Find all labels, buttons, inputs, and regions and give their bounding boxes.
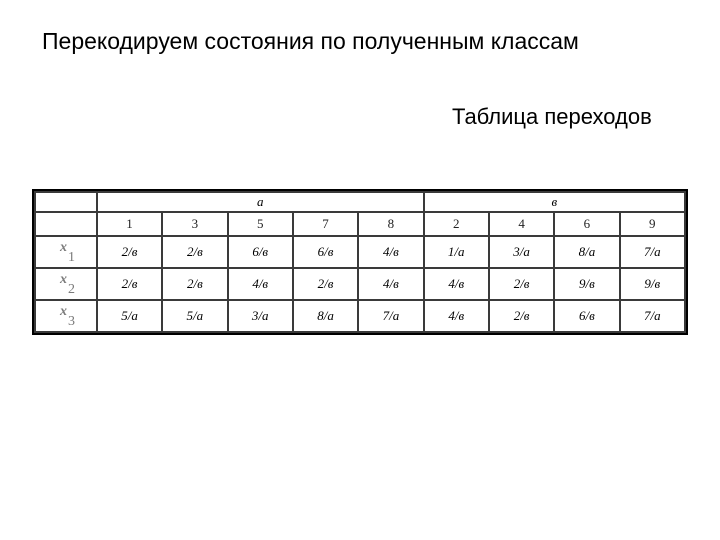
table-cell: 1/a <box>425 237 488 267</box>
group-header-a: a <box>98 193 423 211</box>
table-row <box>36 301 684 331</box>
table-cell: 2/в <box>294 269 357 299</box>
input-variable-label: $x_1$ <box>60 240 75 265</box>
transition-table-frame <box>32 189 688 335</box>
row-header <box>36 237 96 267</box>
state-header: 4 <box>490 213 553 235</box>
table-cell: 2/в <box>98 269 161 299</box>
table-cell: 4/в <box>425 301 488 331</box>
corner-cell <box>36 193 96 211</box>
table-cell: 8/a <box>294 301 357 331</box>
table-cell: 7/a <box>621 237 684 267</box>
table-cell: 5/a <box>98 301 161 331</box>
table-cell: 3/a <box>490 237 553 267</box>
table-cell: 4/в <box>359 269 422 299</box>
corner-cell <box>36 213 96 235</box>
state-header: 2 <box>425 213 488 235</box>
table-cell: 2/в <box>490 301 553 331</box>
state-header: 1 <box>98 213 161 235</box>
group-header-row <box>36 193 684 211</box>
row-header <box>36 269 96 299</box>
table-row <box>36 269 684 299</box>
state-header: 3 <box>163 213 226 235</box>
state-header: 6 <box>555 213 618 235</box>
table-row <box>36 237 684 267</box>
table-cell: 6/в <box>294 237 357 267</box>
table-cell: 9/в <box>621 269 684 299</box>
table-cell: 2/в <box>163 237 226 267</box>
table-cell: 8/a <box>555 237 618 267</box>
table-cell: 3/a <box>229 301 292 331</box>
input-variable-label: $x_2$ <box>60 272 75 297</box>
row-header <box>36 301 96 331</box>
table-cell: 4/в <box>229 269 292 299</box>
table-cell: 2/в <box>163 269 226 299</box>
table-cell: 4/в <box>425 269 488 299</box>
state-header: 5 <box>229 213 292 235</box>
table-cell: 9/в <box>555 269 618 299</box>
table-cell: 6/в <box>229 237 292 267</box>
table-cell: 4/в <box>359 237 422 267</box>
table-cell: 7/a <box>359 301 422 331</box>
table-cell: 7/a <box>621 301 684 331</box>
state-header: 8 <box>359 213 422 235</box>
input-variable-label: $x_3$ <box>60 304 75 329</box>
state-header: 9 <box>621 213 684 235</box>
table-cell: 2/в <box>490 269 553 299</box>
table-cell: 6/в <box>555 301 618 331</box>
state-header-row <box>36 213 684 235</box>
group-header-v: в <box>425 193 684 211</box>
table-cell: 2/в <box>98 237 161 267</box>
transition-table <box>34 191 686 333</box>
table-caption: Таблица переходов <box>452 104 652 129</box>
table-cell: 5/a <box>163 301 226 331</box>
slide-title: Перекодируем состояния по полученным классам <box>42 28 579 54</box>
state-header: 7 <box>294 213 357 235</box>
